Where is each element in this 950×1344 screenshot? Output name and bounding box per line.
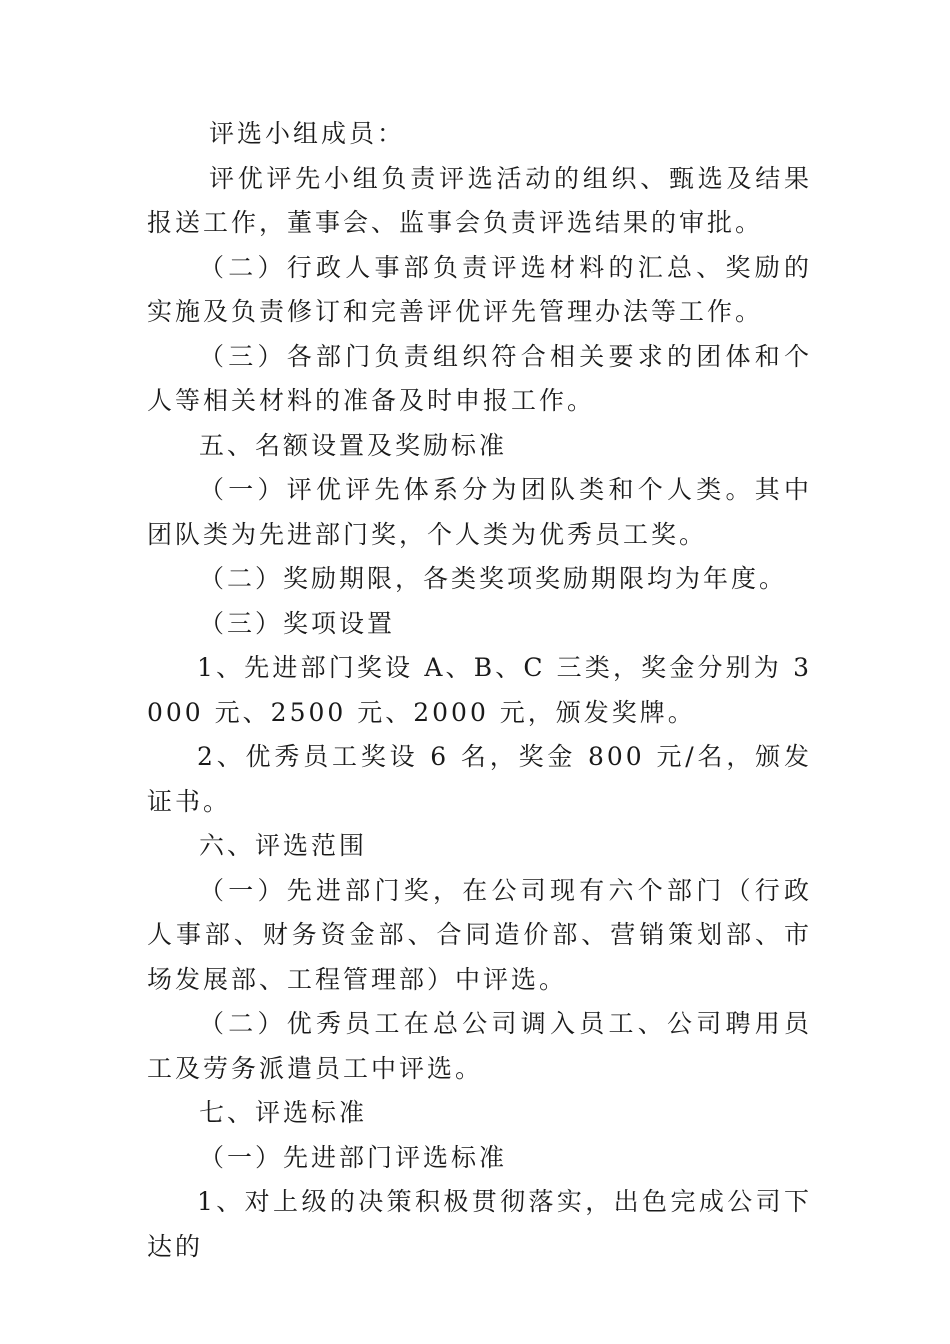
section-heading-selection-criteria: 七、评选标准 bbox=[199, 1098, 368, 1127]
paragraph-award-period: （二）奖励期限，各类奖项奖励期限均为年度。 bbox=[199, 564, 788, 593]
paragraph-award-system: （一）评优评先体系分为团队类和个人类。其中团队类为先进部门奖，个人类为优秀员工奖。 bbox=[147, 475, 812, 549]
paragraph-department-scope: （一）先进部门奖，在公司现有六个部门（行政人事部、财务资金部、合同造价部、营销策划部、市场发展部、工程管理部）中评选。 bbox=[147, 875, 812, 994]
document-body bbox=[147, 112, 812, 1269]
paragraph-criterion-1: 1、对上级的决策积极贯彻落实，出色完成公司下达的 bbox=[147, 1187, 812, 1261]
paragraph-group-responsibility: 评优评先小组负责评选活动的组织、甄选及结果报送工作，董事会、监事会负责评选结果的审批。 bbox=[147, 163, 812, 237]
section-heading-selection-scope: 六、评选范围 bbox=[199, 831, 368, 860]
paragraph-hr-responsibility: （二）行政人事部负责评选材料的汇总、奖励的实施及负责修订和完善评优评先管理办法等工作。 bbox=[147, 252, 812, 326]
paragraph-selection-group-members: 评选小组成员： bbox=[209, 119, 406, 148]
subheading-department-criteria: （一）先进部门评选标准 bbox=[199, 1142, 508, 1172]
paragraph-department-award: 1、先进部门奖设 A、B、C 三类，奖金分别为 3000 元、2500 元、2000 元，颁发奖牌。 bbox=[147, 653, 812, 727]
paragraph-department-responsibility: （三）各部门负责组织符合相关要求的团体和个人等相关材料的准备及时申报工作。 bbox=[147, 341, 812, 415]
paragraph-employee-scope: （二）优秀员工在总公司调入员工、公司聘用员工及劳务派遣员工中评选。 bbox=[147, 1009, 812, 1083]
paragraph-employee-award: 2、优秀员工奖设 6 名，奖金 800 元/名，颁发证书。 bbox=[147, 742, 812, 816]
section-heading-quota-and-rewards: 五、名额设置及奖励标准 bbox=[199, 430, 508, 460]
subheading-award-setup: （三）奖项设置 bbox=[199, 608, 396, 638]
